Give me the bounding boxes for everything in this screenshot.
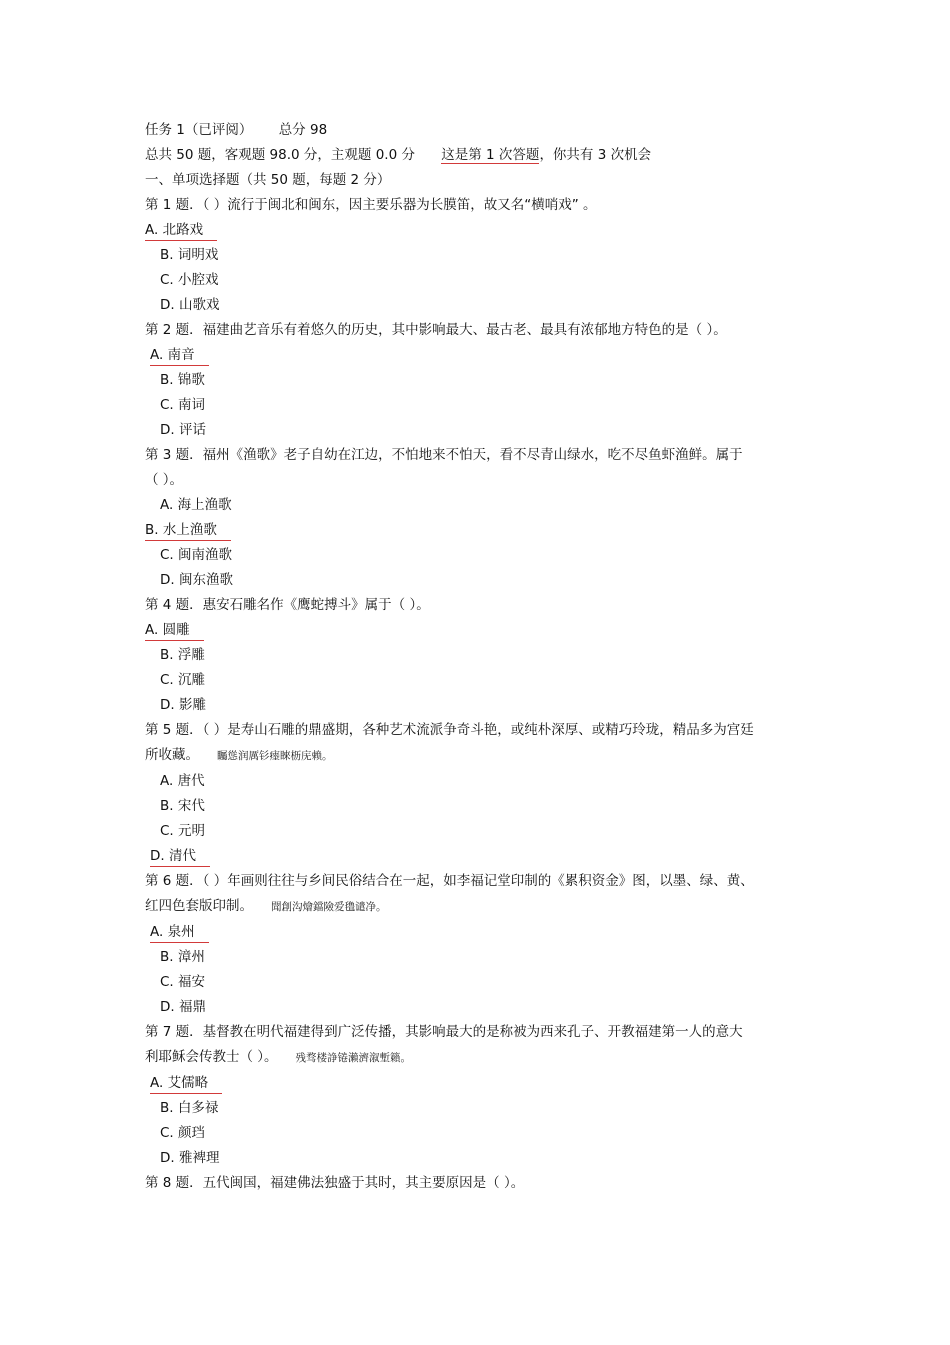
question-1: [145, 193, 755, 318]
question-stem: 第 2 题．福建曲艺音乐有着悠久的历史，其中影响最大、最古老、最具有浓郁地方特色的是（ ）。: [145, 322, 727, 338]
option-d[interactable]: D. 福鼎: [160, 999, 206, 1015]
option-a-answer[interactable]: A. 北路戏: [145, 218, 755, 243]
question-stem: 第 4 题．惠安石雕名作《鹰蛇搏斗》属于（ ）。: [145, 597, 430, 613]
option-d[interactable]: D. 山歌戏: [160, 297, 220, 313]
option-a-answer[interactable]: A. 圆雕: [145, 618, 755, 643]
option-d[interactable]: D. 闽东渔歌: [160, 572, 233, 588]
question-stem: 第 7 题．基督教在明代福建得到广泛传播，其影响最大的是称被为西来孔子、开教福建第一人的意大利耶稣会传教士（ ）。 残骛楼諍锩瀨濟溆塹籟。: [145, 1024, 743, 1065]
option-d[interactable]: D. 影雕: [160, 697, 206, 713]
option-c[interactable]: C. 颜珰: [160, 1125, 206, 1141]
option-a-answer[interactable]: A. 艾儒略: [145, 1071, 755, 1096]
exam-page: [145, 118, 755, 1196]
option-c[interactable]: C. 沉雕: [160, 672, 206, 688]
option-b[interactable]: B. 白多禄: [160, 1100, 219, 1116]
option-b[interactable]: B. 锦歌: [160, 372, 205, 388]
section-title: 一、单项选择题（共 50 题，每题 2 分）: [145, 172, 391, 188]
option-a-answer[interactable]: A. 南音: [145, 343, 755, 368]
attempt-count: 这是第 1 次答题: [441, 147, 540, 163]
option-c[interactable]: C. 福安: [160, 974, 206, 990]
option-b[interactable]: B. 词明戏: [160, 247, 219, 263]
option-c[interactable]: C. 小腔戏: [160, 272, 219, 288]
question-7: [145, 1020, 755, 1171]
option-b[interactable]: B. 宋代: [160, 798, 205, 814]
option-a-answer[interactable]: A. 泉州: [145, 920, 755, 945]
garbled-text: 聞創沟燴鐺險爱氇谴净。: [271, 901, 387, 913]
garbled-text: 矚慫润厲钐瘗睞枥庑赖。: [217, 750, 333, 762]
task-header: [145, 118, 755, 143]
question-stem: 第 1 题．（ ）流行于闽北和闽东，因主要乐器为长膜笛，故又名“横哨戏” 。: [145, 197, 597, 213]
option-a[interactable]: A. 唐代: [160, 773, 205, 789]
question-8: [145, 1171, 755, 1196]
question-3: [145, 443, 755, 593]
question-stem: 第 3 题．福州《渔歌》老子自幼在江边，不怕地来不怕天，看不尽青山绿水，吃不尽鱼虾渔鲜。属于（ ）。: [145, 447, 743, 488]
option-d-answer[interactable]: D. 清代: [145, 844, 755, 869]
total-score: 总分 98: [278, 122, 328, 138]
garbled-text: 残骛楼諍锩瀨濟溆塹籟。: [295, 1052, 412, 1064]
question-stem: 第 6 题．（ ）年画则往往与乡间民俗结合在一起，如李福记堂印制的《累积资金》图，以墨、绿、黄、红四色套版印制。 聞創沟燴鐺險爱氇谴净。: [145, 873, 754, 914]
task-status: 任务 1（已评阅）: [145, 122, 253, 138]
option-b-answer[interactable]: B. 水上渔歌: [145, 518, 755, 543]
option-d[interactable]: D. 雅裨理: [160, 1150, 220, 1166]
option-c[interactable]: C. 闽南渔歌: [160, 547, 233, 563]
question-2: [145, 318, 755, 443]
option-d[interactable]: D. 评话: [160, 422, 206, 438]
option-c[interactable]: C. 元明: [160, 823, 206, 839]
chance-count: ，你共有 3 次机会: [539, 147, 652, 163]
exam-summary: [145, 143, 755, 168]
question-stem: 第 8 题．五代闽国，福建佛法独盛于其时，其主要原因是（ ）。: [145, 1175, 525, 1191]
option-c[interactable]: C. 南词: [160, 397, 206, 413]
option-b[interactable]: B. 浮雕: [160, 647, 205, 663]
question-6: [145, 869, 755, 1020]
summary-text: 总共 50 题，客观题 98.0 分，主观题 0.0 分: [145, 147, 415, 163]
question-stem: 第 5 题．（ ）是寿山石雕的鼎盛期，各种艺术流派争奇斗艳，或纯朴深厚、或精巧玲珑，精品多为宫廷所收藏。 矚慫润厲钐瘗睞枥庑赖。: [145, 722, 754, 763]
option-b[interactable]: B. 漳州: [160, 949, 205, 965]
question-4: [145, 593, 755, 718]
question-5: [145, 718, 755, 869]
option-a[interactable]: A. 海上渔歌: [160, 497, 232, 513]
